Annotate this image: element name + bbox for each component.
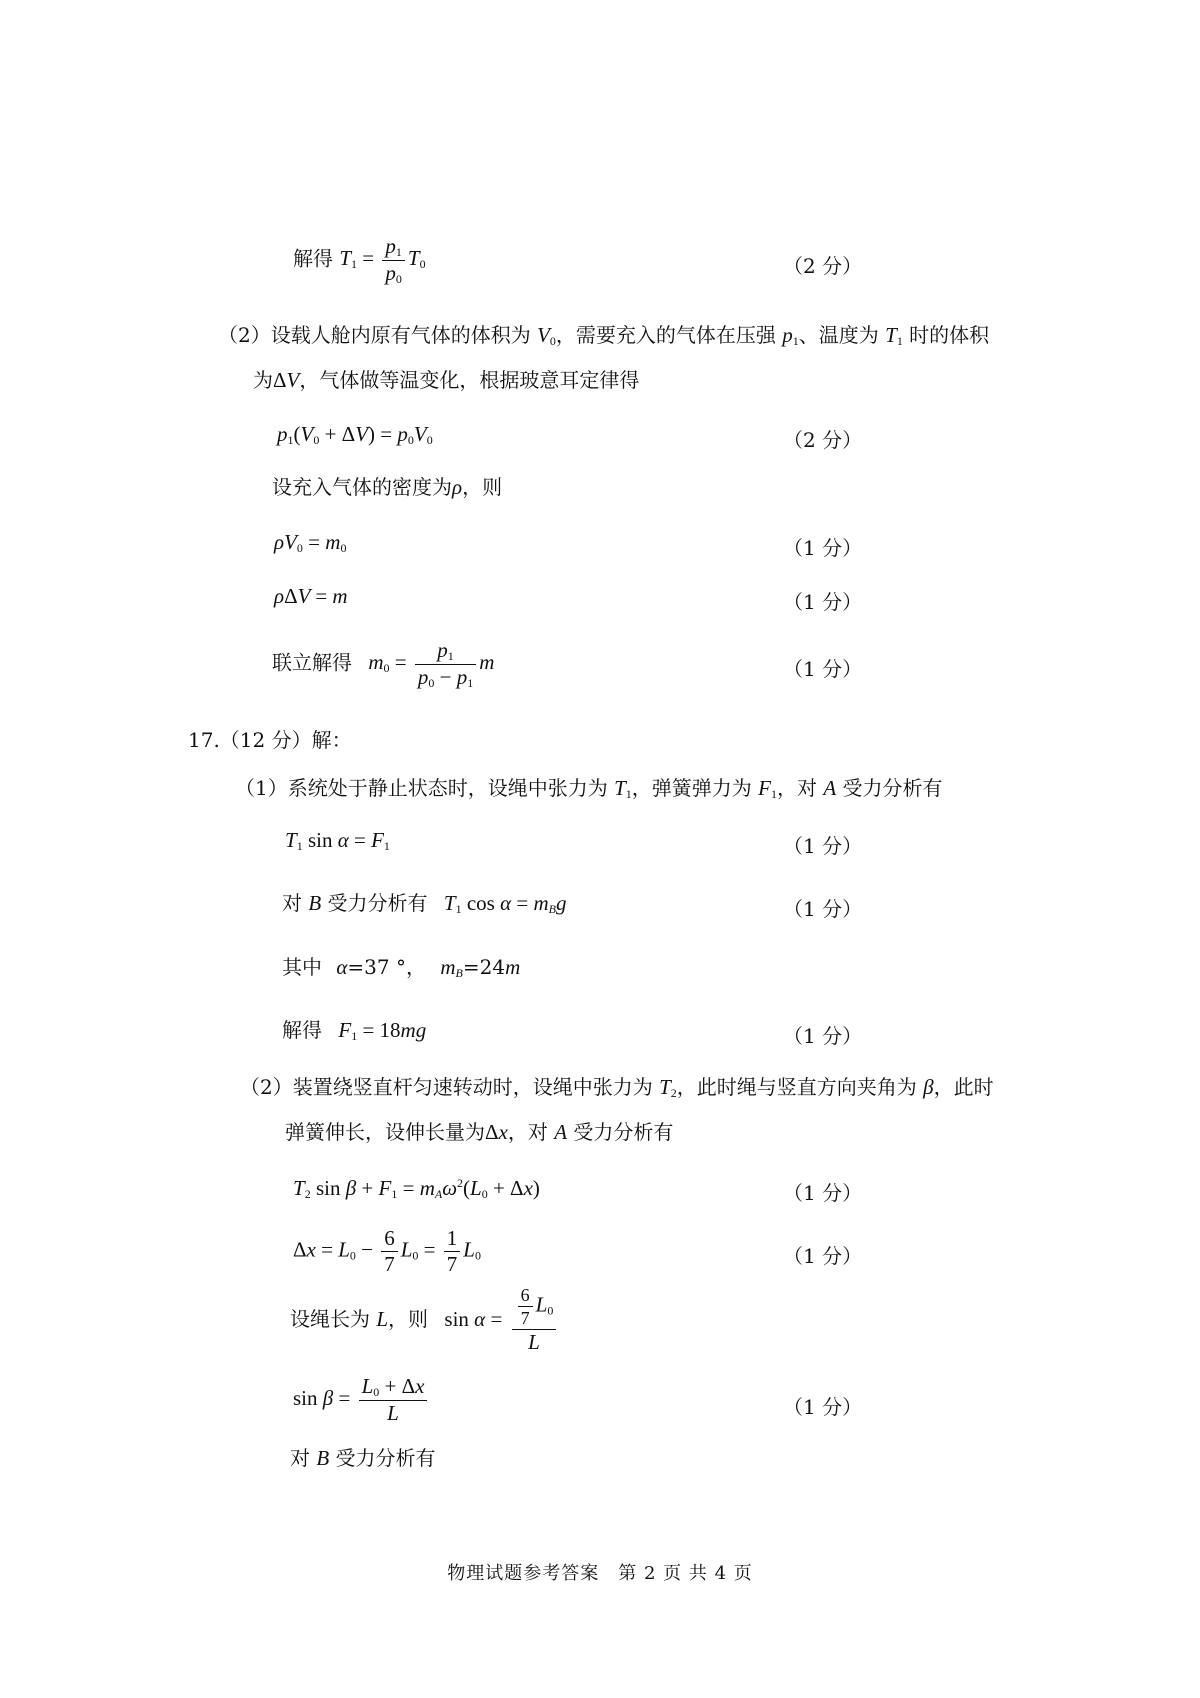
eq-t1-solution: 解得 $T_1$ = $\frac{p_1}{p_0}$ $T_0$ (293, 234, 426, 286)
q17-part2-line1: （2）装置绕竖直杆匀速转动时，设绳中张力为 $T_2$，此时绳与竖直方向夹角为 β，此时 (240, 1075, 994, 1100)
eq-rho-dv: ρΔV = m (274, 584, 348, 608)
score-9: （1 分） (783, 1181, 863, 1205)
label-jiede: 解得 (293, 246, 333, 271)
eq-sin-beta: sin β = $\frac{L_0 + \Delta x}{L}$ (293, 1376, 430, 1424)
q17-part2-line2: 弹簧伸长，设伸长量为Δx，对 A 受力分析有 (285, 1120, 674, 1144)
q17-part2-b-analysis: 对 B 受力分析有 (290, 1446, 436, 1470)
score-7: （1 分） (783, 897, 863, 921)
score-6: （1 分） (783, 834, 863, 858)
eq-m0-solution: 联立解得 $m_0$ = $\frac{p_1}{p_0 - p_1}$ m (272, 638, 495, 690)
eq-t1-cos: 对 B 受力分析有 $T_1$ $\cos \alpha = m_Bg$ (282, 891, 567, 916)
given-values: 其中 α=37 °， $m_B=24m$ (282, 955, 521, 980)
eq-centripetal: $T_2$ $\sin \beta + F_1 = m_A\omega^2(L_0 + \Delta x)$ (293, 1176, 540, 1201)
eq-rho-v0: $\rho V_0 = m_0$ (274, 530, 347, 555)
eq-f1-solution: 解得 $F_1 = 18mg$ (282, 1018, 427, 1043)
q17-heading: 17.（12 分）解： (188, 728, 352, 752)
q17-part1-line: （1）系统处于静止状态时，设绳中张力为 $T_1$，弹簧弹力为 $F_1$，对 A 受力分析有 (235, 776, 943, 801)
score-8: （1 分） (783, 1024, 863, 1048)
score-4: （1 分） (783, 590, 863, 614)
q16-part2-line2: 为ΔV，气体做等温变化，根据玻意耳定律得 (253, 368, 640, 392)
page-footer: 物理试题参考答案 第 2 页 共 4 页 (447, 1563, 753, 1584)
density-line: 设充入气体的密度为ρ，则 (272, 475, 503, 499)
score-10: （1 分） (783, 1244, 863, 1268)
score-3: （1 分） (783, 536, 863, 560)
eq-boyle: $p_1(V_0 + \Delta V) = p_0V_0$ (277, 422, 433, 447)
q16-part2-line1: （2）设载人舱内原有气体的体积为 $V_0$，需要充入的气体在压强 $p_1$、温度为 $T_1$ 时的体积 (218, 323, 990, 348)
eq-sin-alpha: 设绳长为 L，则 sin α = $\frac{6}{7}$ $L_0$ L (290, 1286, 559, 1353)
score-1: （2 分） (783, 254, 863, 278)
score-11: （1 分） (783, 1395, 863, 1419)
eq-delta-x: $\Delta x = L_0$ − $\frac{6}{7}$ $L_0$ = $\frac{1}{7}$ $L_0$ (293, 1226, 481, 1276)
score-2: （2 分） (783, 428, 863, 452)
score-5: （1 分） (783, 657, 863, 681)
eq-t1-sin: $T_1$ $\sin \alpha = F_1$ (285, 828, 390, 853)
